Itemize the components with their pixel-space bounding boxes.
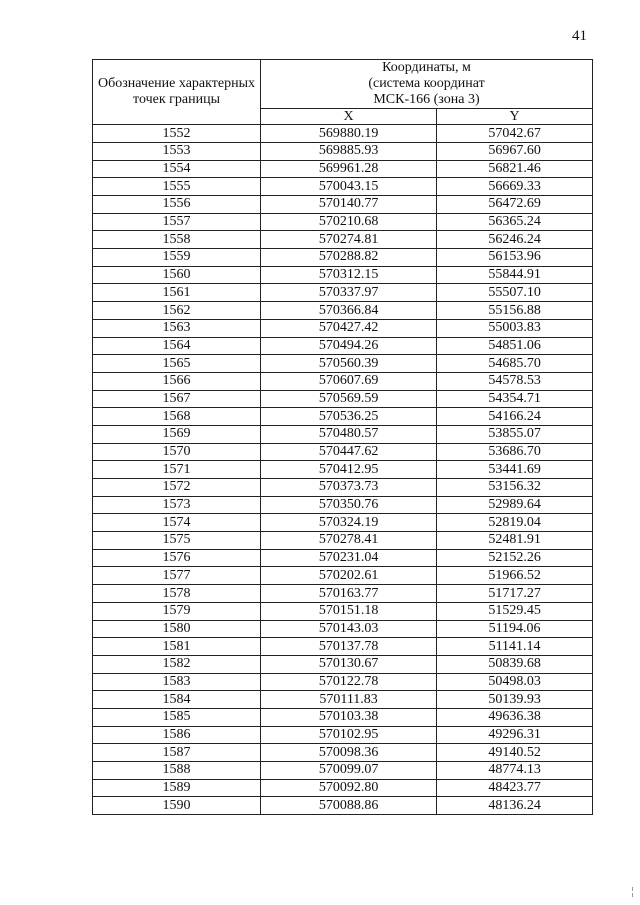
x-coordinate-cell: 570337.97 bbox=[261, 284, 437, 302]
y-coordinate-cell: 56153.96 bbox=[437, 249, 593, 267]
table-row bbox=[93, 337, 593, 355]
table-row bbox=[93, 231, 593, 249]
y-coordinate-cell: 51529.45 bbox=[437, 602, 593, 620]
x-coordinate-cell: 570494.26 bbox=[261, 337, 437, 355]
table-row bbox=[93, 390, 593, 408]
x-coordinate-cell: 570143.03 bbox=[261, 620, 437, 638]
x-coordinate-cell: 570324.19 bbox=[261, 514, 437, 532]
header-coordinates-line-2: (система координат bbox=[368, 76, 485, 92]
x-coordinate-cell: 570103.38 bbox=[261, 708, 437, 726]
x-coordinate-cell: 570137.78 bbox=[261, 638, 437, 656]
y-coordinate-cell: 56967.60 bbox=[437, 142, 593, 160]
table-row bbox=[93, 726, 593, 744]
y-coordinate-cell: 53156.32 bbox=[437, 479, 593, 497]
x-coordinate-cell: 570102.95 bbox=[261, 726, 437, 744]
x-coordinate-cell: 570202.61 bbox=[261, 567, 437, 585]
y-coordinate-cell: 53441.69 bbox=[437, 461, 593, 479]
x-coordinate-cell: 570098.36 bbox=[261, 744, 437, 762]
y-coordinate-cell: 52481.91 bbox=[437, 532, 593, 550]
table-row bbox=[93, 496, 593, 514]
y-coordinate-cell: 54685.70 bbox=[437, 355, 593, 373]
point-number-cell: 1588 bbox=[93, 762, 261, 780]
y-coordinate-cell: 54851.06 bbox=[437, 337, 593, 355]
x-coordinate-cell: 570122.78 bbox=[261, 673, 437, 691]
table-row bbox=[93, 514, 593, 532]
point-number-cell: 1579 bbox=[93, 602, 261, 620]
point-number-cell: 1589 bbox=[93, 779, 261, 797]
x-coordinate-cell: 570569.59 bbox=[261, 390, 437, 408]
table-row bbox=[93, 779, 593, 797]
x-coordinate-cell: 570140.77 bbox=[261, 196, 437, 214]
x-coordinate-cell: 570373.73 bbox=[261, 479, 437, 497]
header-coordinates-line-3: МСК-166 (зона 3) bbox=[373, 92, 480, 108]
x-coordinate-cell: 570130.67 bbox=[261, 655, 437, 673]
point-number-cell: 1570 bbox=[93, 443, 261, 461]
table-row bbox=[93, 638, 593, 656]
x-coordinate-cell: 570111.83 bbox=[261, 691, 437, 709]
point-number-cell: 1572 bbox=[93, 479, 261, 497]
x-coordinate-cell: 569885.93 bbox=[261, 142, 437, 160]
point-number-cell: 1571 bbox=[93, 461, 261, 479]
scan-edge-marks bbox=[632, 885, 634, 899]
header-point-designation: Обозначение характерных точек границы bbox=[93, 60, 261, 125]
y-coordinate-cell: 57042.67 bbox=[437, 125, 593, 143]
table-row bbox=[93, 620, 593, 638]
header-coordinates-line-1: Координаты, м bbox=[382, 60, 471, 75]
y-coordinate-cell: 50839.68 bbox=[437, 655, 593, 673]
x-coordinate-cell: 570088.86 bbox=[261, 797, 437, 815]
y-coordinate-cell: 48136.24 bbox=[437, 797, 593, 815]
x-coordinate-cell: 570312.15 bbox=[261, 266, 437, 284]
x-coordinate-cell: 570163.77 bbox=[261, 585, 437, 603]
point-number-cell: 1574 bbox=[93, 514, 261, 532]
x-coordinate-cell: 570447.62 bbox=[261, 443, 437, 461]
y-coordinate-cell: 50498.03 bbox=[437, 673, 593, 691]
x-coordinate-cell: 570536.25 bbox=[261, 408, 437, 426]
x-coordinate-cell: 570151.18 bbox=[261, 602, 437, 620]
point-number-cell: 1553 bbox=[93, 142, 261, 160]
point-number-cell: 1586 bbox=[93, 726, 261, 744]
x-coordinate-cell: 570350.76 bbox=[261, 496, 437, 514]
header-x: X bbox=[261, 109, 437, 125]
y-coordinate-cell: 55003.83 bbox=[437, 319, 593, 337]
table-row bbox=[93, 762, 593, 780]
y-coordinate-cell: 49636.38 bbox=[437, 708, 593, 726]
point-number-cell: 1587 bbox=[93, 744, 261, 762]
x-coordinate-cell: 570412.95 bbox=[261, 461, 437, 479]
table-row bbox=[93, 673, 593, 691]
table-row bbox=[93, 178, 593, 196]
point-number-cell: 1590 bbox=[93, 797, 261, 815]
y-coordinate-cell: 53855.07 bbox=[437, 425, 593, 443]
y-coordinate-cell: 56821.46 bbox=[437, 160, 593, 178]
x-coordinate-cell: 570366.84 bbox=[261, 302, 437, 320]
table-row bbox=[93, 691, 593, 709]
point-number-cell: 1552 bbox=[93, 125, 261, 143]
table-row bbox=[93, 479, 593, 497]
point-number-cell: 1557 bbox=[93, 213, 261, 231]
table-row bbox=[93, 708, 593, 726]
point-number-cell: 1564 bbox=[93, 337, 261, 355]
point-number-cell: 1585 bbox=[93, 708, 261, 726]
table-row bbox=[93, 567, 593, 585]
point-number-cell: 1561 bbox=[93, 284, 261, 302]
point-number-cell: 1568 bbox=[93, 408, 261, 426]
table-row bbox=[93, 319, 593, 337]
x-coordinate-cell: 570607.69 bbox=[261, 372, 437, 390]
y-coordinate-cell: 55507.10 bbox=[437, 284, 593, 302]
x-coordinate-cell: 570278.41 bbox=[261, 532, 437, 550]
table-row bbox=[93, 585, 593, 603]
y-coordinate-cell: 52819.04 bbox=[437, 514, 593, 532]
y-coordinate-cell: 48423.77 bbox=[437, 779, 593, 797]
table-row bbox=[93, 142, 593, 160]
y-coordinate-cell: 53686.70 bbox=[437, 443, 593, 461]
table-row bbox=[93, 249, 593, 267]
y-coordinate-cell: 51717.27 bbox=[437, 585, 593, 603]
point-number-cell: 1555 bbox=[93, 178, 261, 196]
x-coordinate-cell: 570288.82 bbox=[261, 249, 437, 267]
y-coordinate-cell: 52989.64 bbox=[437, 496, 593, 514]
table-row bbox=[93, 797, 593, 815]
x-coordinate-cell: 569961.28 bbox=[261, 160, 437, 178]
y-coordinate-cell: 56472.69 bbox=[437, 196, 593, 214]
point-number-cell: 1558 bbox=[93, 231, 261, 249]
point-number-cell: 1566 bbox=[93, 372, 261, 390]
x-coordinate-cell: 570231.04 bbox=[261, 549, 437, 567]
table-row bbox=[93, 160, 593, 178]
table-row bbox=[93, 549, 593, 567]
point-number-cell: 1562 bbox=[93, 302, 261, 320]
point-number-cell: 1578 bbox=[93, 585, 261, 603]
table-row bbox=[93, 213, 593, 231]
y-coordinate-cell: 56669.33 bbox=[437, 178, 593, 196]
table-row bbox=[93, 355, 593, 373]
y-coordinate-cell: 51141.14 bbox=[437, 638, 593, 656]
header-y: Y bbox=[437, 109, 593, 125]
page-number: 41 bbox=[572, 28, 587, 44]
point-number-cell: 1569 bbox=[93, 425, 261, 443]
y-coordinate-cell: 55156.88 bbox=[437, 302, 593, 320]
x-coordinate-cell: 570210.68 bbox=[261, 213, 437, 231]
point-number-cell: 1573 bbox=[93, 496, 261, 514]
y-coordinate-cell: 52152.26 bbox=[437, 549, 593, 567]
x-coordinate-cell: 570092.80 bbox=[261, 779, 437, 797]
table-row bbox=[93, 602, 593, 620]
y-coordinate-cell: 56365.24 bbox=[437, 213, 593, 231]
y-coordinate-cell: 54578.53 bbox=[437, 372, 593, 390]
point-number-cell: 1559 bbox=[93, 249, 261, 267]
table-row bbox=[93, 744, 593, 762]
table-row bbox=[93, 284, 593, 302]
header-coordinates bbox=[261, 60, 593, 109]
point-number-cell: 1565 bbox=[93, 355, 261, 373]
point-number-cell: 1556 bbox=[93, 196, 261, 214]
point-number-cell: 1567 bbox=[93, 390, 261, 408]
point-number-cell: 1563 bbox=[93, 319, 261, 337]
y-coordinate-cell: 48774.13 bbox=[437, 762, 593, 780]
y-coordinate-cell: 51966.52 bbox=[437, 567, 593, 585]
table-row bbox=[93, 425, 593, 443]
table-body bbox=[93, 125, 593, 815]
table-row bbox=[93, 443, 593, 461]
table-row bbox=[93, 532, 593, 550]
y-coordinate-cell: 50139.93 bbox=[437, 691, 593, 709]
table-header bbox=[93, 60, 593, 125]
y-coordinate-cell: 51194.06 bbox=[437, 620, 593, 638]
y-coordinate-cell: 55844.91 bbox=[437, 266, 593, 284]
table-row bbox=[93, 461, 593, 479]
point-number-cell: 1584 bbox=[93, 691, 261, 709]
point-number-cell: 1560 bbox=[93, 266, 261, 284]
x-coordinate-cell: 569880.19 bbox=[261, 125, 437, 143]
x-coordinate-cell: 570480.57 bbox=[261, 425, 437, 443]
point-number-cell: 1583 bbox=[93, 673, 261, 691]
y-coordinate-cell: 49296.31 bbox=[437, 726, 593, 744]
point-number-cell: 1582 bbox=[93, 655, 261, 673]
point-number-cell: 1580 bbox=[93, 620, 261, 638]
x-coordinate-cell: 570274.81 bbox=[261, 231, 437, 249]
point-number-cell: 1554 bbox=[93, 160, 261, 178]
table-row bbox=[93, 125, 593, 143]
x-coordinate-cell: 570099.07 bbox=[261, 762, 437, 780]
table-row bbox=[93, 266, 593, 284]
point-number-cell: 1575 bbox=[93, 532, 261, 550]
y-coordinate-cell: 56246.24 bbox=[437, 231, 593, 249]
point-number-cell: 1577 bbox=[93, 567, 261, 585]
table-row bbox=[93, 655, 593, 673]
table-row bbox=[93, 372, 593, 390]
y-coordinate-cell: 54354.71 bbox=[437, 390, 593, 408]
table-row bbox=[93, 408, 593, 426]
table-row bbox=[93, 302, 593, 320]
point-number-cell: 1576 bbox=[93, 549, 261, 567]
coordinates-table bbox=[92, 59, 593, 815]
y-coordinate-cell: 49140.52 bbox=[437, 744, 593, 762]
x-coordinate-cell: 570560.39 bbox=[261, 355, 437, 373]
table-row bbox=[93, 196, 593, 214]
point-number-cell: 1581 bbox=[93, 638, 261, 656]
x-coordinate-cell: 570043.15 bbox=[261, 178, 437, 196]
y-coordinate-cell: 54166.24 bbox=[437, 408, 593, 426]
x-coordinate-cell: 570427.42 bbox=[261, 319, 437, 337]
